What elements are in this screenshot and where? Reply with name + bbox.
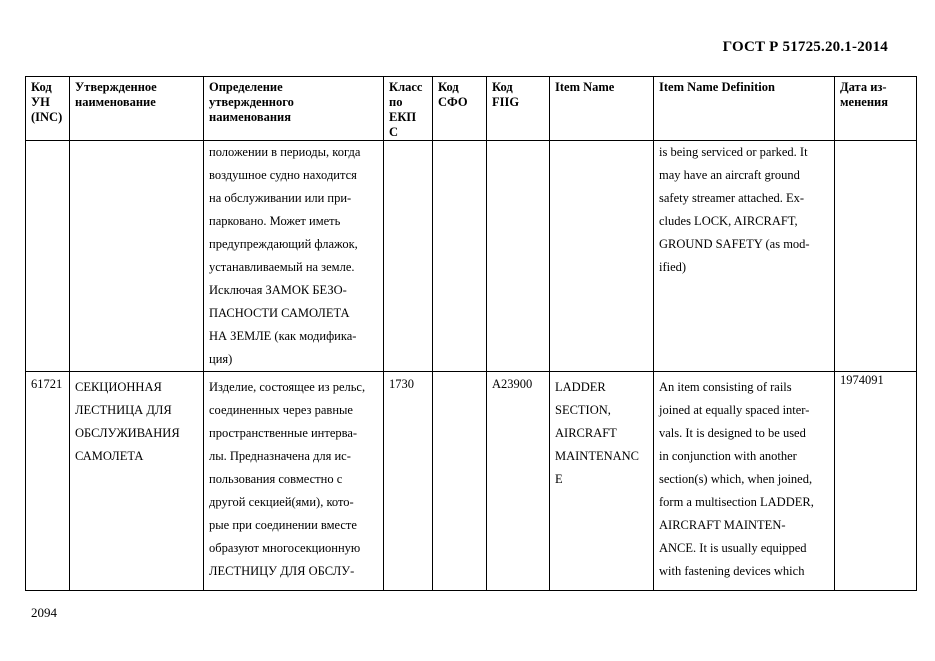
text-line: Исключая ЗАМОК БЕЗО- [209,283,347,297]
text-line: is being serviced or parked. It [659,145,808,159]
text-line: Изделие, состоящее из рельс, [209,380,366,394]
table-row [26,372,917,591]
text-line: joined at equally spaced inter- [659,403,810,417]
table-row [26,141,917,372]
text-line: ция) [209,352,233,366]
text-line: пользования совместно с [209,472,343,486]
text-line: vals. It is designed to be used [659,426,806,440]
text-line: Item Name [555,80,615,94]
text-line: section(s) which, when joined, [659,472,813,486]
text-line: LADDER [555,380,606,394]
cell-item-name [550,372,654,591]
cell-change-date [835,141,917,372]
text-line: ЕКП [389,110,417,124]
cell-item-name-definition [654,141,835,372]
text-line: НА ЗЕМЛЕ (как модифика- [209,329,357,343]
col-header-ekps [384,77,433,141]
text-line: An item consisting of rails [659,380,792,394]
text-line: Утвержденное [75,80,157,94]
text-line: пространственные интерва- [209,426,358,440]
text-line: ОБСЛУЖИВАНИЯ [75,426,180,440]
col-header-item-name-definition [654,77,835,141]
text-line: на обслуживании или при- [209,191,352,205]
text-line: ified) [659,260,687,274]
text-line: парковано. Может иметь [209,214,341,228]
text-line: другой секцией(ями), кото- [209,495,354,509]
cell-ekps [384,141,433,372]
text-line: воздушное судно находится [209,168,357,182]
col-header-fiig [487,77,550,141]
text-line: MAINTENANC [555,449,640,463]
col-header-inc [26,77,70,141]
text-line: Код [492,80,513,94]
table-header-row [26,77,917,141]
cell-item-name-definition [654,372,835,591]
cell-fiig [487,141,550,372]
text-line: Класс [389,80,423,94]
text-line: соединенных через равные [209,403,353,417]
text-line: по [389,95,403,109]
col-header-definition [204,77,384,141]
text-line: ЛЕСТНИЦУ ДЛЯ ОБСЛУ- [209,564,355,578]
cell-definition [204,372,384,591]
text-line: Код [31,80,52,94]
text-line: ПАСНОСТИ САМОЛЕТА [209,306,350,320]
cell-inc [26,141,70,372]
text-line: cludes LOCK, AIRCRAFT, [659,214,798,228]
text-line: С [389,125,399,139]
text-line: Код [438,80,459,94]
text-line: in conjunction with another [659,449,797,463]
text-line: AIRCRAFT MAINTEN- [659,518,786,532]
text-line: образуют многосекционную [209,541,361,555]
text-line: САМОЛЕТА [75,449,144,463]
cell-fiig: A23900 [487,372,550,591]
cell-approved-name [70,141,204,372]
text-line: Дата из- [840,80,887,94]
cell-ekps: 1730 [384,372,433,591]
text-line: Item Name Definition [659,80,775,94]
cell-item-name [550,141,654,372]
text-line: ANCE. It is usually equipped [659,541,807,555]
text-line: ЛЕСТНИЦА ДЛЯ [75,403,172,417]
text-line: устанавливаемый на земле. [209,260,355,274]
col-header-sfo [433,77,487,141]
text-line: рые при соединении вместе [209,518,357,532]
text-line: may have an aircraft ground [659,168,800,182]
text-line: Определение [209,80,283,94]
text-line: УН [31,95,50,109]
text-line: SECTION, [555,403,611,417]
document-code: ГОСТ Р 51725.20.1-2014 [722,39,888,55]
text-line: лы. Предназначена для ис- [209,449,351,463]
text-line: with fastening devices which [659,564,805,578]
text-line: предупреждающий флажок, [209,237,358,251]
text-line: менения [840,95,888,109]
text-line: E [555,472,563,486]
cell-definition [204,141,384,372]
text-line: GROUND SAFETY (as mod- [659,237,810,251]
text-line: СФО [438,95,468,109]
text-line: AIRCRAFT [555,426,617,440]
text-line: положении в периоды, когда [209,145,361,159]
cell-change-date: 1974091 [835,372,917,591]
text-line: (INC) [31,110,63,124]
col-header-approved-name [70,77,204,141]
cell-approved-name [70,372,204,591]
text-line: safety streamer attached. Ex- [659,191,805,205]
catalog-table [25,76,917,591]
text-line: FIIG [492,95,520,109]
col-header-change-date [835,77,917,141]
text-line: утвержденного [209,95,294,109]
cell-inc: 61721 [26,372,70,591]
col-header-item-name [550,77,654,141]
text-line: наименование [75,95,156,109]
page-number: 2094 [31,605,57,620]
text-line: наименования [209,110,292,124]
text-line: СЕКЦИОННАЯ [75,380,162,394]
cell-sfo [433,141,487,372]
text-line: form a multisection LADDER, [659,495,814,509]
cell-sfo [433,372,487,591]
